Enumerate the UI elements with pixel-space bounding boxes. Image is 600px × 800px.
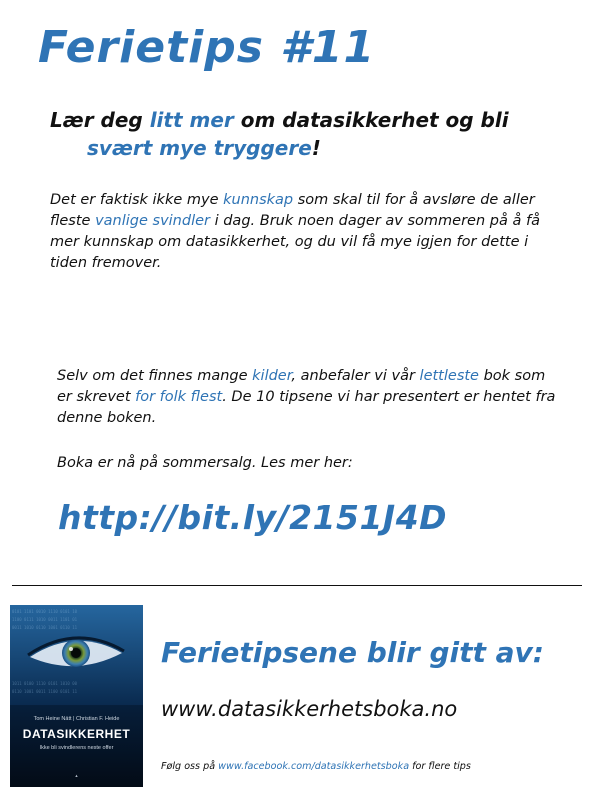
- headline-text: !: [311, 136, 321, 160]
- svg-text:0101 1101 0010 1110 0101 10: 0101 1101 0010 1110 0101 10: [12, 609, 78, 614]
- paragraph-text: bok som er skrevet: [57, 368, 546, 405]
- paragraph-text: i dag. Bruk noen dager av sommeren på å få mer kunnskap om datasikkerhet, og du vil få mye igjen for dette i tiden fremover.: [50, 213, 540, 271]
- follow-text: Følg oss på: [161, 761, 219, 772]
- eye-illustration: [10, 605, 143, 787]
- svg-text:0110 1001 0011 1100 0101 11: 0110 1001 0011 1100 0101 11: [12, 689, 78, 694]
- sale-note: Boka er nå på sommersalg. Les mer her:: [57, 455, 353, 471]
- publisher-logo: ▲: [74, 773, 79, 778]
- book-subtitle: Ikke bli svindlerens neste offer: [39, 745, 114, 751]
- headline-text: Lær deg: [50, 108, 150, 132]
- headline-highlight: svært mye tryggere: [87, 136, 312, 160]
- book-link[interactable]: http://bit.ly/2151J4D: [58, 498, 448, 537]
- svg-text:1100 0111 1010 0011 1101 01: 1100 0111 1010 0011 1101 01: [12, 617, 78, 622]
- book-title: DATASIKKERHET: [22, 727, 131, 741]
- svg-text:1011 0100 1110 0101 1010 00: 1011 0100 1110 0101 1010 00: [12, 681, 78, 686]
- book-authors: Tom Heine Nätt | Christian F. Heide: [33, 716, 120, 722]
- paragraph-text: Selv om det finnes mange: [57, 368, 253, 384]
- paragraph-text: . De 10 tipsene vi har presentert er hentet fra denne boken.: [57, 389, 556, 426]
- intro-paragraph: [50, 190, 560, 274]
- highlight-text: kunnskap: [223, 192, 294, 208]
- svg-text:0011 1010 0110 1001 0110 11: 0011 1010 0110 1001 0110 11: [12, 625, 78, 630]
- paragraph-text: som skal til for å avsløre de aller fleste: [50, 192, 535, 229]
- highlight-text: vanlige svindler: [95, 213, 210, 229]
- headline: [50, 106, 570, 162]
- facebook-link[interactable]: www.facebook.com/datasikkerhetsboka: [218, 761, 410, 772]
- highlight-text: lettleste: [419, 368, 479, 384]
- follow-note: [161, 761, 471, 772]
- highlight-text: kilder: [252, 368, 292, 384]
- given-by-heading: Ferietipsene blir gitt av:: [161, 636, 544, 669]
- paragraph-text: , anbefaler vi vår: [291, 368, 420, 384]
- follow-text: for flere tips: [409, 761, 471, 772]
- recommendation-paragraph: [57, 366, 557, 429]
- divider: [12, 585, 582, 586]
- headline-text: om datasikkerhet og bli: [233, 108, 509, 132]
- website-link[interactable]: www.datasikkerhetsboka.no: [161, 697, 458, 721]
- paragraph-text: Det er faktisk ikke mye: [50, 192, 224, 208]
- page-title: Ferietips #11: [38, 22, 376, 73]
- headline-highlight: litt mer: [149, 108, 234, 132]
- book-cover-image: [10, 605, 143, 787]
- highlight-text: for folk flest: [135, 389, 223, 405]
